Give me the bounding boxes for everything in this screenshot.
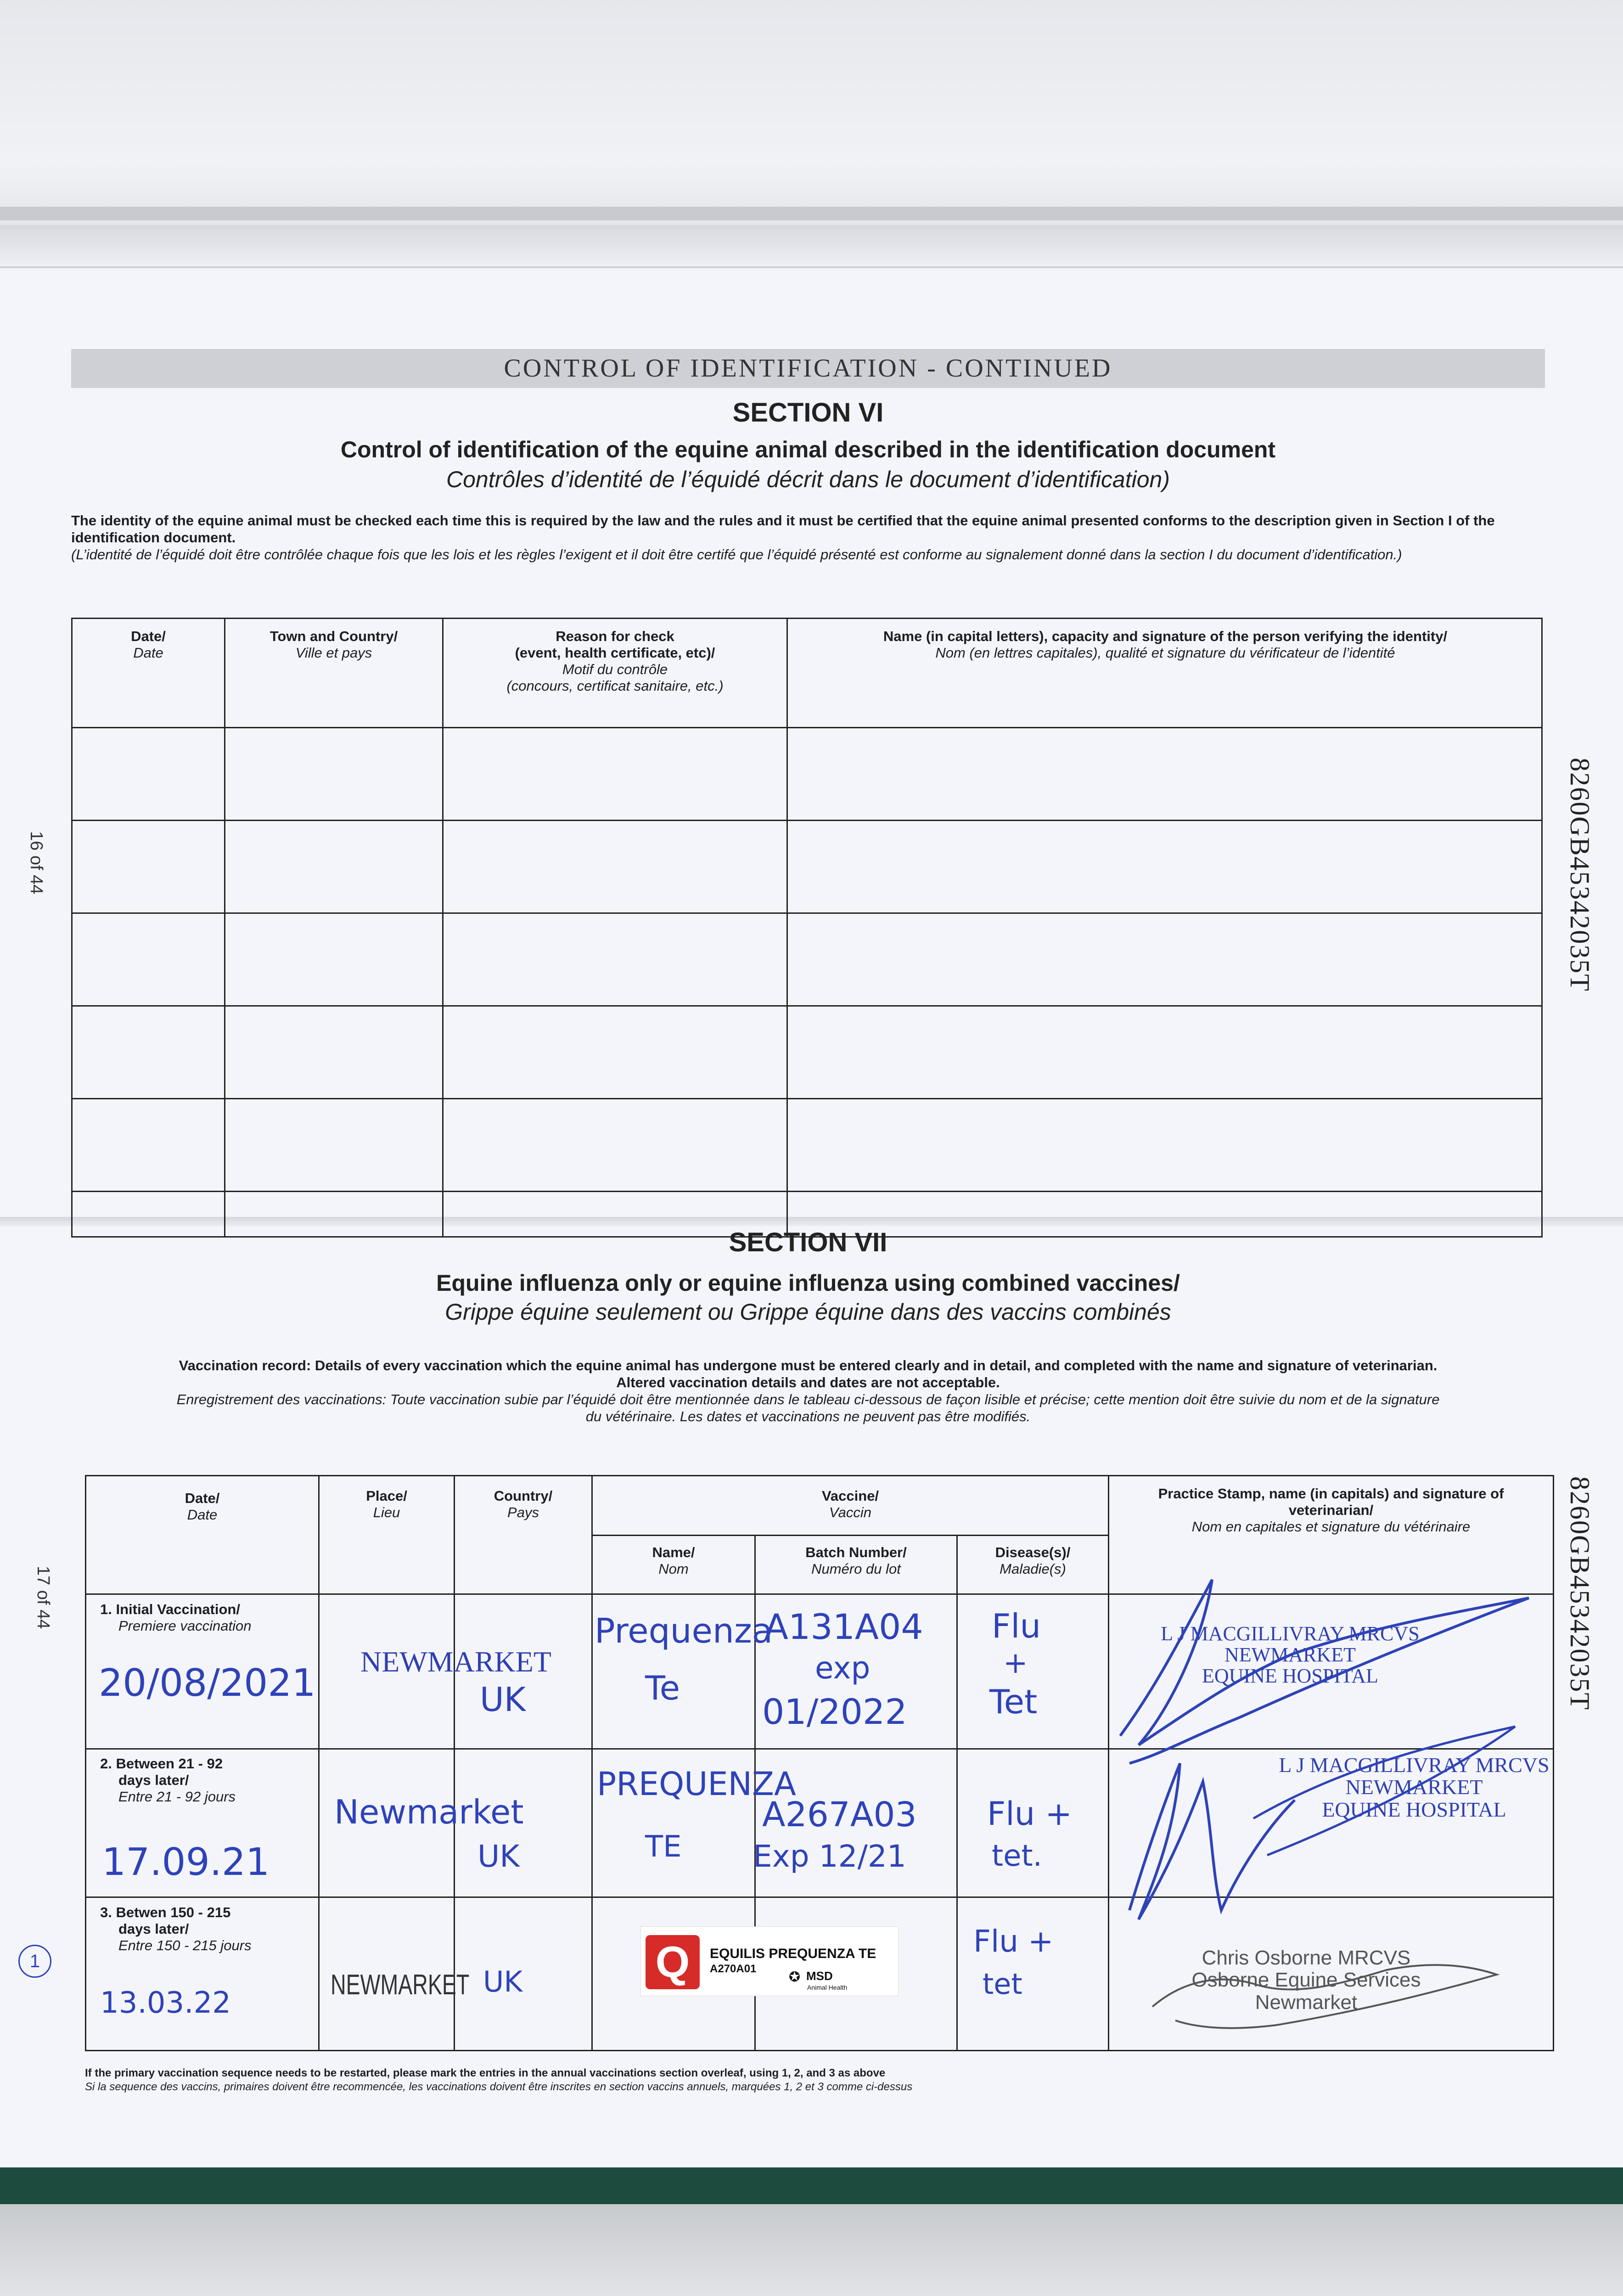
header-text: (event, health certificate, etc)/ (515, 645, 715, 661)
vet-stamp-line: EQUINE HOSPITAL (1322, 1797, 1506, 1821)
header-text: Vaccine/ (821, 1488, 879, 1504)
vaccine-sticker (640, 1926, 899, 1996)
vaccination-date: 13.03.22 (100, 1986, 231, 2020)
place-entry: Newmarket (334, 1793, 524, 1831)
header-text-fr: Motif du contrôle (562, 661, 668, 677)
header-text-fr: Nom (658, 1561, 689, 1577)
section-title: SECTION VI (732, 398, 884, 428)
vaccination-date: 17.09.21 (102, 1840, 270, 1884)
header-text-fr: Ville et pays (295, 645, 372, 661)
place-stamp: NEWMARKET (331, 1969, 470, 2001)
vet-stamp-line: Osborne Equine Services (1191, 1969, 1421, 1992)
msd-logo-icon: ✪ (789, 1970, 801, 1985)
header-text-fr: (concours, certificat sanitaire, etc.) (506, 678, 724, 694)
page-number: 16 of 44 (27, 831, 46, 895)
place-stamp: NEWMARKET (360, 1645, 551, 1678)
vet-stamp-line: L J MACGILLIVRAY MRCVS (1161, 1622, 1420, 1645)
header-batch (756, 1544, 956, 1577)
vet-stamp-line: L J MACGILLIVRAY MRCVS (1279, 1753, 1550, 1777)
row-label-initial (100, 1601, 251, 1634)
row-divider (73, 1098, 1541, 1099)
header-verifier (788, 628, 1543, 661)
vaccine-name-entry: TE (645, 1830, 682, 1864)
row-label-text: 2. Between 21 - 92 (100, 1756, 223, 1772)
intro-text-fr: (L’identité de l’équidé doit être contrôlée chaque fois que les lois et les règles l’exigent et il doit être certifé que l’équidé présenté est conforme au signalement donné dans la section I du document d’identification.) (71, 546, 1402, 563)
country-entry: UK (483, 1965, 523, 1998)
sticker-brand-sub: Animal Health (807, 1984, 848, 1991)
scan-background (0, 2204, 1623, 2296)
header-town (225, 628, 442, 661)
signature-2 (1129, 1763, 1295, 1919)
header-text: Practice Stamp, name (in capitals) and signature of (1158, 1486, 1504, 1502)
header-text: veterinarian/ (1288, 1502, 1374, 1518)
intro-text-fr: Enregistrement des vaccinations: Toute vaccination subie par l’équidé doit être mentionnée dans le tableau ci-dessous de façon lisible et précise; cette mention doit être suivie du nom et de la signature (176, 1391, 1440, 1407)
page-edge (0, 207, 1623, 220)
row-label-text: days later/ (118, 1921, 189, 1937)
vet-stamp-line: NEWMARKET (1224, 1643, 1356, 1666)
section-subtitle-fr: Contrôles d’identité de l’équidé décrit dans le document d’identification) (446, 467, 1170, 492)
header-text-fr: Numéro du lot (811, 1561, 901, 1577)
country-entry: UK (477, 1839, 520, 1874)
sticker-product: EQUILIS PREQUENZA TE (710, 1946, 876, 1961)
row-label-text-fr: Entre 150 - 215 jours (118, 1937, 252, 1953)
row-label-text: days later/ (118, 1772, 189, 1788)
vaccine-name-entry: Te (645, 1669, 680, 1707)
header-vaccine (593, 1488, 1108, 1521)
document-id: 8260GB45342035T (1565, 1476, 1595, 1711)
page-number: 17 of 44 (34, 1566, 53, 1629)
header-place (320, 1488, 454, 1521)
header-text: Town and Country/ (270, 628, 398, 644)
header-text: Reason for check (556, 628, 674, 644)
row-divider (591, 1535, 1108, 1536)
row-divider (73, 820, 1541, 821)
disease-entry: Tet (989, 1683, 1038, 1721)
document-id: 8260GB45342035T (1565, 758, 1595, 992)
vet-stamp-line: NEWMARKET (1345, 1775, 1483, 1799)
identity-check-table (71, 618, 1543, 1238)
row-label-second (100, 1756, 236, 1805)
vet-stamp-line: EQUINE HOSPITAL (1202, 1665, 1378, 1688)
disease-entry: + (1003, 1646, 1028, 1680)
header-vaccine-name (593, 1544, 754, 1577)
vaccine-name-entry: Prequenza (595, 1611, 773, 1651)
header-text: Disease(s)/ (995, 1544, 1071, 1560)
batch-expiry-entry: Exp 12/21 (753, 1839, 906, 1874)
disease-entry: tet. (992, 1839, 1042, 1873)
signature-3 (1152, 1965, 1497, 2028)
header-text: Place/ (366, 1488, 407, 1504)
header-text: Date/ (185, 1490, 220, 1506)
header-text: Date/ (131, 628, 166, 644)
section-subtitle: Equine influenza only or equine influenza using combined vaccines/ (436, 1270, 1180, 1296)
row-divider (73, 727, 1541, 728)
batch-number-entry: A131A04 (764, 1606, 923, 1647)
column-divider (454, 1476, 455, 2050)
sticker-brand: MSD (806, 1969, 833, 1983)
batch-expiry-entry: 01/2022 (762, 1691, 907, 1732)
vaccination-intro (71, 1357, 1545, 1425)
row-label-text: 3. Betwen 150 - 215 (100, 1904, 231, 1920)
row-divider (73, 912, 1541, 914)
header-text-fr: Nom en capitales et signature du vétérinaire (1191, 1519, 1471, 1535)
column-divider (224, 619, 225, 1236)
signature-scribbles (1102, 1570, 1561, 2122)
intro-text: Vaccination record: Details of every vaccination which the equine animal has undergone must be entered clearly and in detail, and completed with the name and signature of veterinarian. (179, 1357, 1438, 1373)
header-text: Country/ (494, 1488, 553, 1504)
margin-mark: 1 (18, 1945, 51, 1978)
row-label-text-fr: Entre 21 - 92 jours (118, 1789, 236, 1805)
intro-text-fr: du vétérinaire. Les dates et vaccinations ne peuvent pas être modifiés. (585, 1408, 1031, 1424)
passport-cover (0, 2167, 1623, 2204)
footnote (85, 2066, 1554, 2094)
header-reason (444, 628, 786, 694)
header-text-fr: Lieu (373, 1504, 400, 1520)
section-subtitle: Control of identification of the equine animal described in the identification document (340, 437, 1276, 462)
header-text-fr: Date (187, 1507, 218, 1523)
signature-1 (1120, 1580, 1529, 1763)
header-date (73, 628, 224, 661)
intro-text: The identity of the equine animal must be checked each time this is required by the law and the rules and it must be certified that the equine animal presented conforms to the description given in Section I of the identification document. (71, 512, 1495, 546)
header-text-fr: Vaccin (829, 1504, 871, 1520)
header-practice-stamp (1109, 1486, 1553, 1535)
section-subtitle-fr: Grippe équine seulement ou Grippe équine dans des vaccins combinés (445, 1299, 1171, 1325)
vet-stamp-line: Chris Osborne MRCVS (1202, 1947, 1411, 1969)
footnote-text-fr: Si la sequence des vaccins, primaires doivent être recommencée, les vaccinations doivent être inscrites en section vaccins annuels, marquées 1, 2 et 3 comme ci-dessus (85, 2081, 913, 2093)
vaccine-name-entry: PREQUENZA (597, 1765, 796, 1803)
batch-number-entry: A267A03 (762, 1795, 917, 1835)
header-text-fr: Nom (en lettres capitales), qualité et signature du vérificateur de l’identité (935, 645, 1395, 661)
header-text: Name/ (652, 1544, 695, 1560)
header-text-fr: Maladie(s) (1000, 1561, 1066, 1577)
disease-entry: Flu + (973, 1924, 1054, 1959)
column-divider (318, 1476, 320, 2050)
section-intro (71, 512, 1522, 563)
header-text: Batch Number/ (805, 1544, 907, 1560)
row-label-third (100, 1904, 252, 1954)
disease-entry: Flu + (987, 1795, 1072, 1833)
disease-entry: tet (983, 1967, 1022, 2001)
page-edge (0, 225, 1623, 266)
row-label-text: 1. Initial Vaccination/ (100, 1601, 240, 1617)
batch-expiry-entry: exp (815, 1650, 870, 1686)
header-text: Name (in capital letters), capacity and signature of the person verifying the identity/ (883, 628, 1448, 644)
header-disease (958, 1544, 1108, 1577)
row-divider (73, 1005, 1541, 1007)
header-text-fr: Pays (507, 1504, 539, 1520)
column-divider (956, 1536, 958, 2050)
section-title: SECTION VII (729, 1227, 887, 1257)
q-logo-icon: Q (646, 1935, 700, 1989)
sticker-batch: A270A01 (710, 1963, 757, 1975)
column-divider (442, 619, 444, 1236)
header-date (86, 1490, 318, 1523)
row-divider (73, 1191, 1541, 1192)
vet-stamp-line: Newmarket (1255, 1991, 1358, 2014)
disease-entry: Flu (992, 1607, 1041, 1645)
header-text-fr: Date (133, 645, 163, 661)
header-country (455, 1488, 591, 1521)
section-band: CONTROL OF IDENTIFICATION - CONTINUED (71, 349, 1545, 388)
footnote-text: If the primary vaccination sequence needs to be restarted, please mark the entries in the annual vaccinations section overleaf, using 1, 2, and 3 as above (85, 2067, 886, 2079)
row-label-text-fr: Premiere vaccination (118, 1618, 252, 1634)
column-divider (786, 619, 788, 1236)
intro-text: Altered vaccination details and dates are not acceptable. (616, 1374, 1000, 1390)
country-entry: UK (480, 1680, 526, 1719)
vaccination-date: 20/08/2021 (99, 1661, 316, 1705)
signature-2-flourish (1253, 1727, 1515, 1855)
